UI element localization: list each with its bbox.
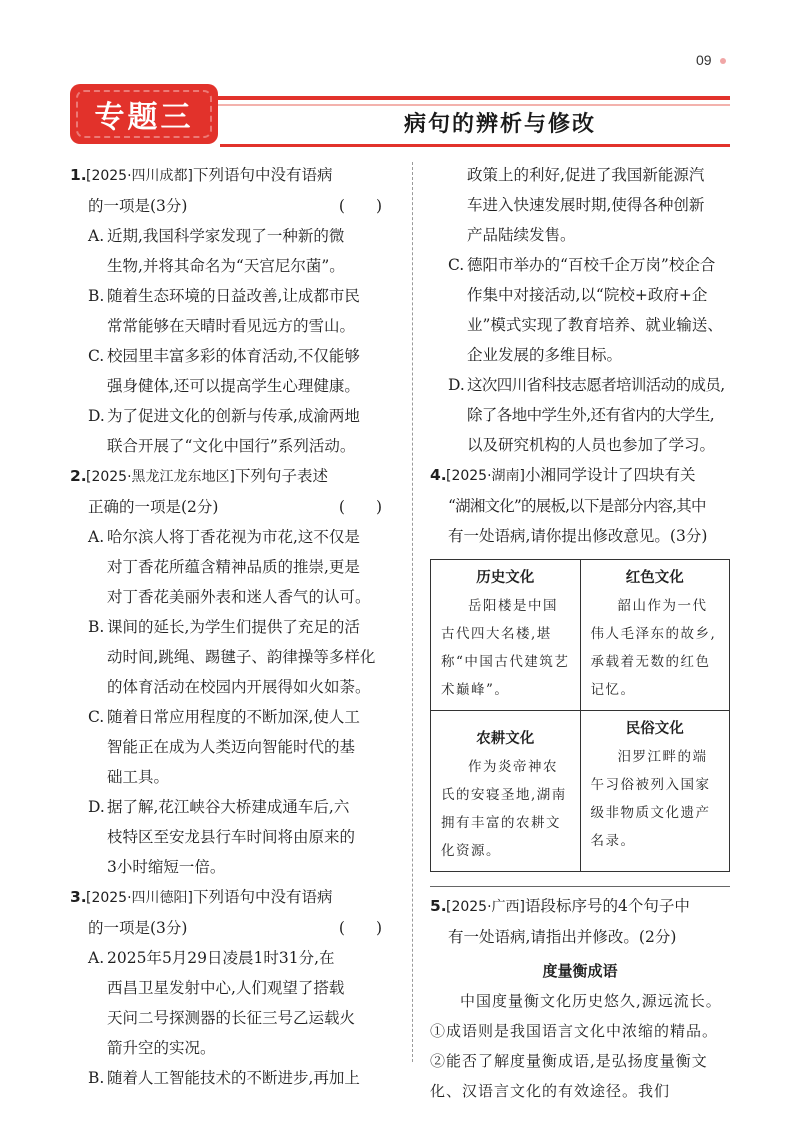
question-source: [2025·湖南] <box>446 468 526 484</box>
option-c: C. 随着日常应用程度的不断加深,使人工 智能正在成为人类迈向智能时代的基 础工具。 <box>88 708 360 786</box>
page-number: 09 <box>696 52 712 68</box>
option-b: B. 随着生态环境的日益改善,让成都市民 常常能够在天晴时看见远方的雪山。 <box>88 287 360 335</box>
question-stem-cont: 有一处语病,请指出并修改。(2分) <box>448 928 677 946</box>
question-2 <box>70 461 400 882</box>
option-d: D. 这次四川省科技志愿者培训活动的成员, 除了各地中学生外,还有省内的大学生, 以及研究机构的人员也参加了学习。 <box>448 376 725 454</box>
option-c: C. 德阳市举办的“百校千企万岗”校企合 作集中对接活动,以“院校+政府+企 业”模式实现了教育培养、就业输送、 企业发展的多维目标。 <box>448 256 723 364</box>
essay-title: 度量衡成语 <box>542 962 618 980</box>
question-3 <box>70 882 400 1093</box>
question-5 <box>430 891 730 1106</box>
answer-paren: ( ) <box>338 197 382 215</box>
column-divider <box>412 162 413 1062</box>
option-c: C. 校园里丰富多彩的体育活动,不仅能够 强身健体,还可以提高学生心理健康。 <box>88 347 360 395</box>
question-stem: 下列语句中没有语病 <box>193 888 333 906</box>
table-cell-farming: 农耕文化 作为炎帝神农氏的安寝圣地,湖南拥有丰富的农耕文化资源。 <box>431 711 581 872</box>
question-1 <box>70 160 400 461</box>
page-title: 病句的辨析与修改 <box>403 112 596 137</box>
left-column <box>70 160 400 1093</box>
question-stem-cont: 的一项是(3分) <box>88 919 188 937</box>
option-a: A. 2025年5月29日凌晨1时31分,在 西昌卫星发射中心,人们观望了搭载 天问二号探测器的长征三号乙运载火 箭升空的实况。 <box>88 949 356 1057</box>
answer-paren: ( ) <box>338 498 382 516</box>
question-stem: 下列句子表述 <box>235 467 329 485</box>
question-number: 2. <box>70 467 87 485</box>
header-rule-thin <box>218 104 730 106</box>
table-cell-red: 红色文化 韶山作为一代伟人毛泽东的故乡,承载着无数的红色记忆。 <box>580 560 730 711</box>
question-stem-cont: 的一项是(3分) <box>88 197 188 215</box>
question-number: 3. <box>70 888 87 906</box>
essay-text: 中国度量衡文化历史悠久,源远流长。①成语则是我国语言文化中浓缩的精品。②能否了解度量衡成语,是弘扬度量衡文化、汉语言文化的有效途径。我们 <box>430 992 722 1100</box>
table-cell-history: 历史文化 岳阳楼是中国古代四大名楼,堪称“中国古代建筑艺术巅峰”。 <box>431 560 581 711</box>
right-column <box>430 160 730 1106</box>
question-source: [2025·广西] <box>446 899 526 915</box>
table-cell-folk: 民俗文化 汨罗江畔的端午习俗被列入国家级非物质文化遗产名录。 <box>580 711 730 872</box>
option-a: A. 哈尔滨人将丁香花视为市花,这不仅是 对丁香花所蕴含精神品质的推崇,更是 对丁香花美丽外表和迷人香气的认可。 <box>88 528 371 606</box>
header-rule <box>218 96 730 100</box>
question-source: [2025·黑龙江龙东地区] <box>86 469 236 485</box>
question-number: 4. <box>430 466 447 484</box>
page-dot-decoration <box>720 58 726 64</box>
question-number: 5. <box>430 897 447 915</box>
question-source: [2025·四川德阳] <box>86 890 194 906</box>
question-stem: 小湘同学设计了四块有关 <box>525 466 696 484</box>
option-b: B. 随着人工智能技术的不断进步,再加上 <box>88 1069 360 1087</box>
option-d: D. 据了解,花江峡谷大桥建成通车后,六 枝特区至安龙县行车时间将由原来的 3小时缩短一倍。 <box>88 798 356 876</box>
topic-badge: 专题三 <box>70 84 218 144</box>
question-4 <box>430 460 730 872</box>
culture-table <box>430 559 730 872</box>
option-d: D. 为了促进文化的创新与传承,成渝两地 联合开展了“文化中国行”系列活动。 <box>88 407 360 455</box>
question-stem-cont: 正确的一项是(2分) <box>88 498 219 516</box>
section-divider <box>430 886 730 887</box>
question-stem: 语段标序号的4个句子中 <box>525 897 690 915</box>
answer-paren: ( ) <box>338 919 382 937</box>
question-3-continued <box>430 160 730 460</box>
question-source: [2025·四川成都] <box>86 168 194 184</box>
question-stem: 下列语句中没有语病 <box>193 166 333 184</box>
option-b: B. 课间的延长,为学生们提供了充足的活 动时间,跳绳、踢毽子、韵律操等多样化 的体育活动在校园内开展得如火如荼。 <box>88 618 376 696</box>
question-number: 1. <box>70 166 87 184</box>
option-b-continued: 政策上的利好,促进了我国新能源汽 车进入快速发展时期,使得各种创新 产品陆续发售。 <box>467 166 705 244</box>
question-stem-cont: 有一处语病,请你提出修改意见。(3分) <box>448 527 708 545</box>
option-a: A. 近期,我国科学家发现了一种新的微 生物,并将其命名为“天宫尼尔菌”。 <box>88 227 345 275</box>
question-stem-cont: “湖湘文化”的展板,以下是部分内容,其中 <box>448 497 706 515</box>
